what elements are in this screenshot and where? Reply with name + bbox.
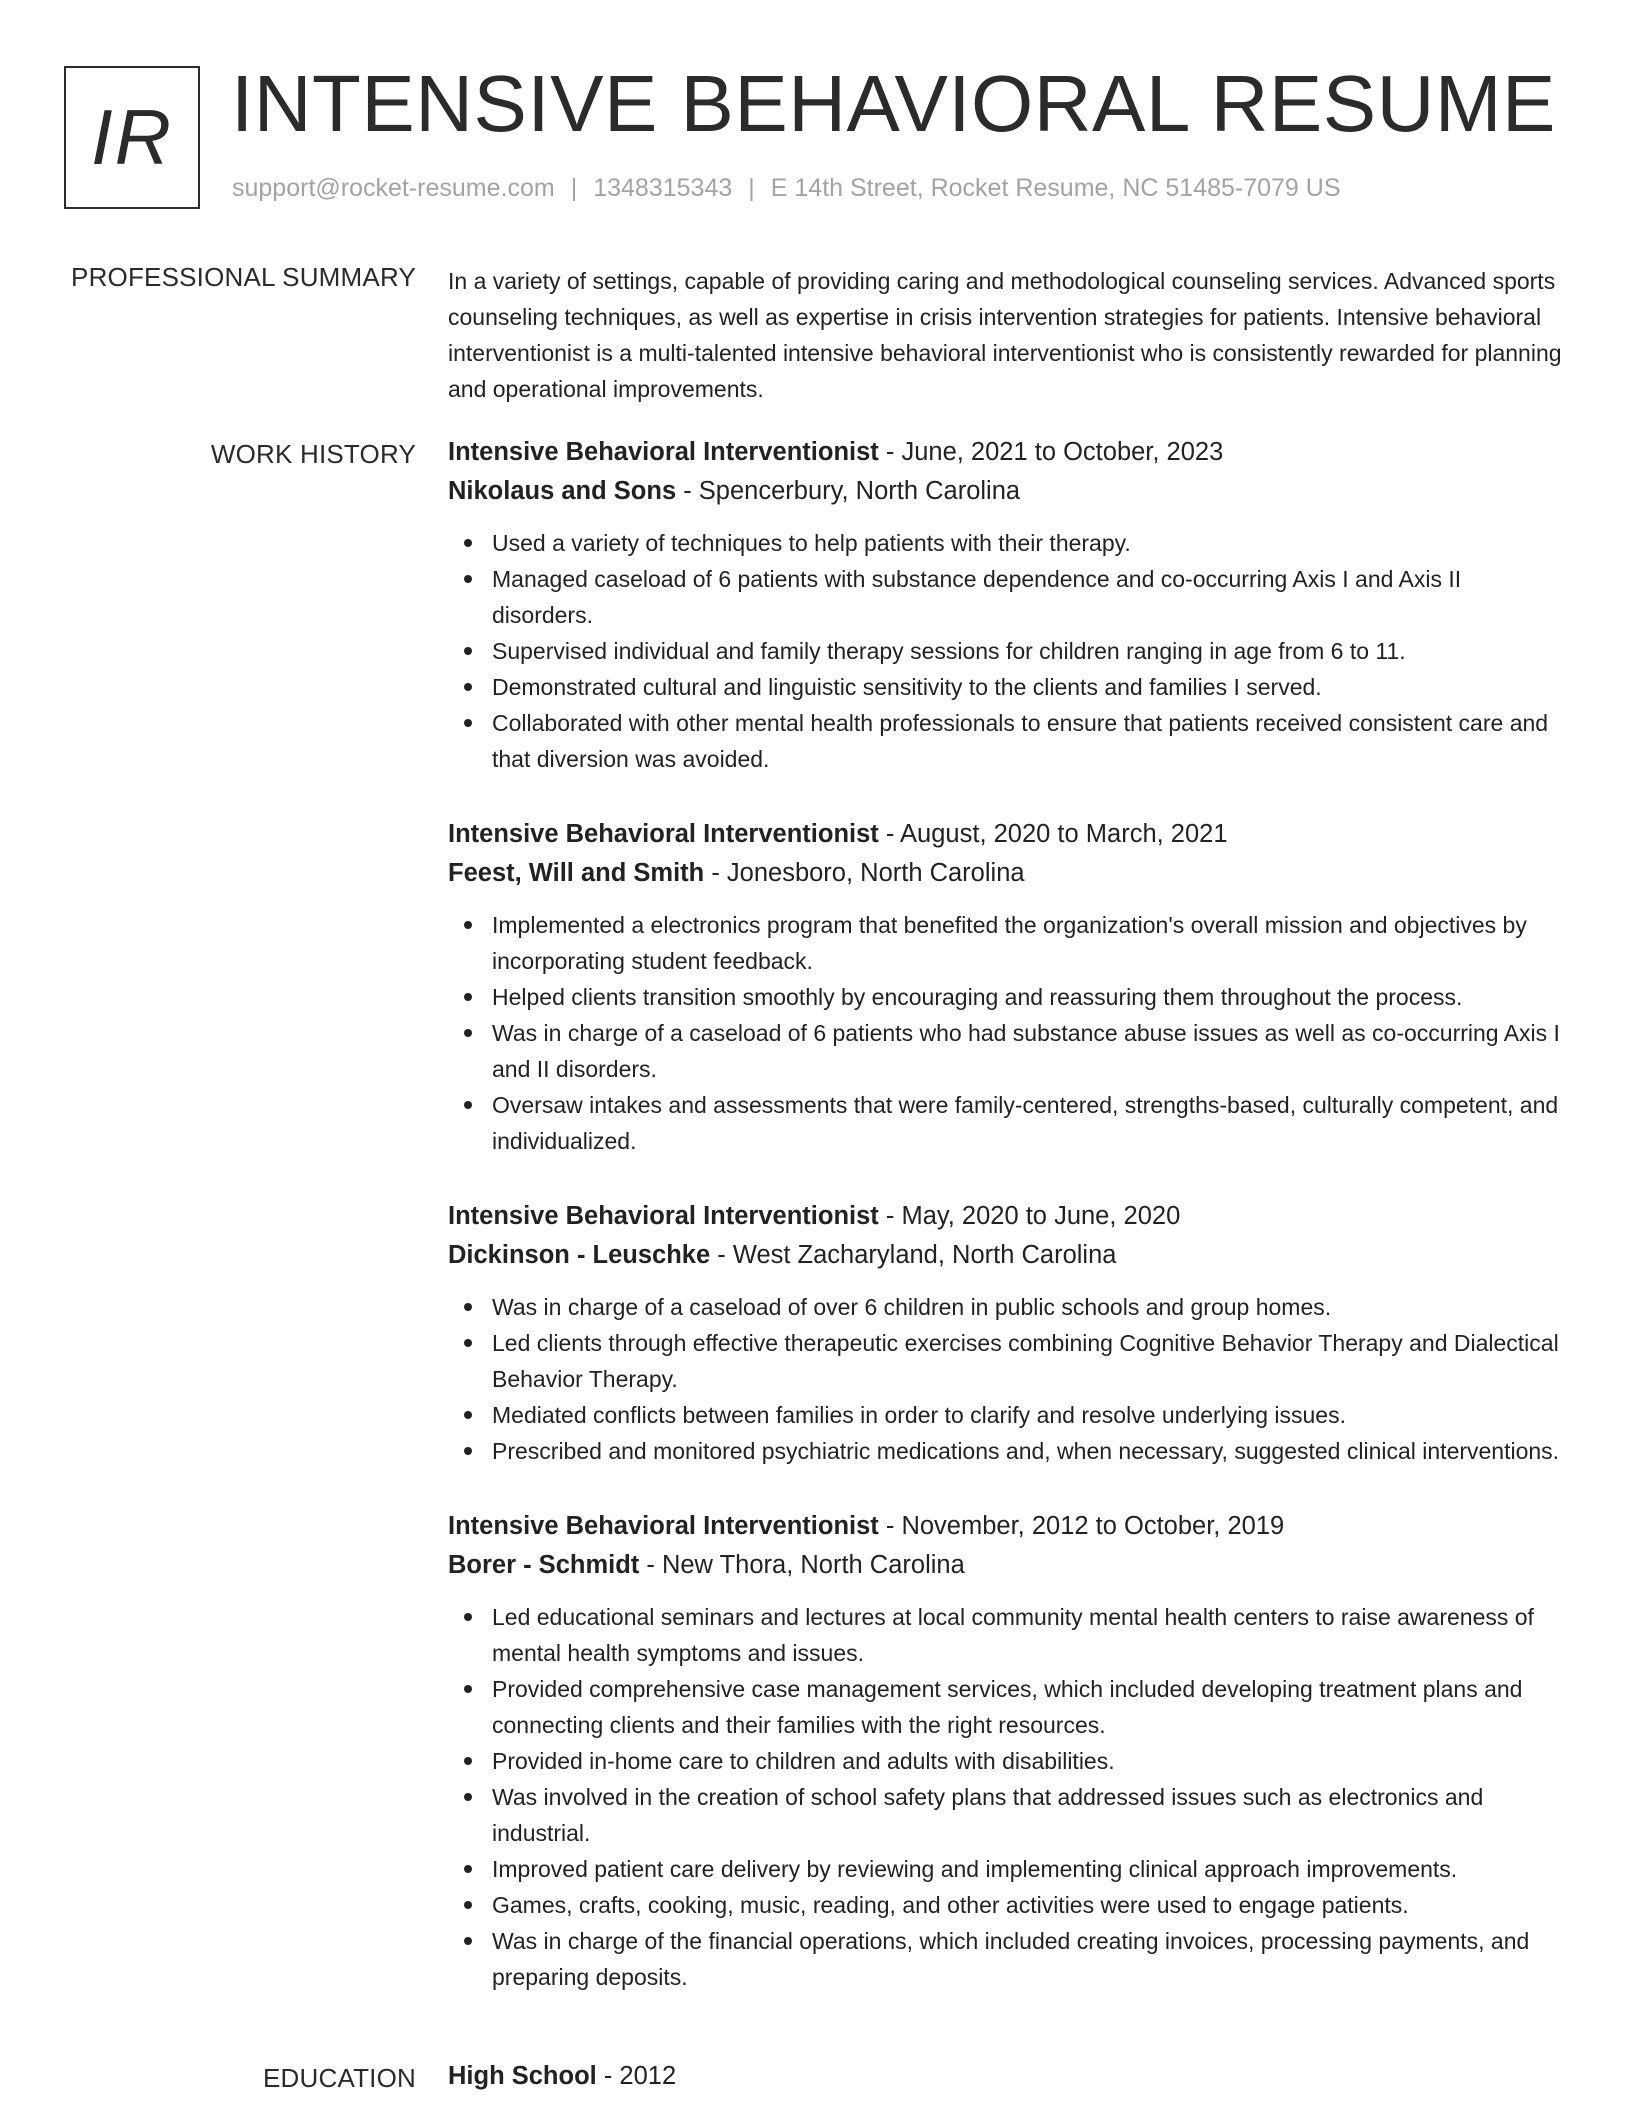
job-bullet-item: Games, crafts, cooking, music, reading, and other activities were used to engage patients.: [448, 1887, 1568, 1923]
job-bullet-item: Used a variety of techniques to help patients with their therapy.: [448, 525, 1568, 561]
job-title: Intensive Behavioral Interventionist: [448, 1512, 879, 1540]
job-location: - Spencerbury, North Carolina: [676, 477, 1021, 505]
job-title: Intensive Behavioral Interventionist: [448, 820, 879, 848]
contact-phone[interactable]: 1348315343: [593, 174, 733, 202]
job-bullet-item: Provided comprehensive case management services, which included developing treatment plans and connecting clients and their families with the right resources.: [448, 1671, 1568, 1743]
job-dates: - May, 2020 to June, 2020: [878, 1202, 1181, 1230]
job-bullets: [448, 1289, 1568, 1469]
job-company-line: [448, 472, 1568, 511]
resume-title: INTENSIVE BEHAVIORAL RESUME: [231, 59, 1556, 148]
job-company-line: [448, 1546, 1568, 1585]
contact-separator: |: [570, 174, 578, 202]
job-bullet-item: Led clients through effective therapeutic exercises combining Cognitive Behavior Therapy and Dialectical Behavior Therapy.: [448, 1325, 1568, 1397]
summary-text: In a variety of settings, capable of providing caring and methodological counseling services. Advanced sports counseling techniques, as well as expertise in crisis intervention strategies for patients. Intensive behavioral interventionist is a multi-talented intensive behavioral interventionist who is consistently rewarded for planning and operational improvements.: [448, 268, 1562, 402]
contact-separator: |: [748, 174, 755, 202]
job-dates: - November, 2012 to October, 2019: [878, 1512, 1285, 1540]
job-bullet-item: Collaborated with other mental health professionals to ensure that patients received consistent care and that diversion was avoided.: [448, 705, 1568, 777]
job-title: Intensive Behavioral Interventionist: [448, 1202, 879, 1230]
section-label-work-history: WORK HISTORY: [210, 439, 416, 469]
section-label-summary: PROFESSIONAL SUMMARY: [71, 262, 416, 292]
education-degree: High School: [448, 2062, 597, 2090]
job-dates: - August, 2020 to March, 2021: [878, 820, 1228, 848]
job-bullet-item: Supervised individual and family therapy sessions for children ranging in age from 6 to 11.: [448, 633, 1568, 669]
job-entry: [448, 1507, 1568, 1995]
job-bullet-item: Helped clients transition smoothly by encouraging and reassuring them throughout the process.: [448, 979, 1568, 1015]
job-entry: [448, 815, 1568, 1159]
contact-line: [232, 174, 1341, 203]
job-title-line: [448, 1507, 1568, 1546]
job-bullets: [448, 1599, 1568, 1995]
job-entry: [448, 433, 1568, 777]
job-bullet-item: Was in charge of a caseload of 6 patients who had substance abuse issues as well as co-occurring Axis I and II disorders.: [448, 1015, 1568, 1087]
job-dates: - June, 2021 to October, 2023: [878, 438, 1224, 466]
job-bullets: [448, 525, 1568, 777]
job-company: Feest, Will and Smith: [448, 859, 705, 887]
job-company: Dickinson - Leuschke: [448, 1241, 711, 1269]
job-company-line: [448, 854, 1568, 893]
job-title-line: [448, 433, 1568, 472]
job-bullet-item: Demonstrated cultural and linguistic sensitivity to the clients and families I served.: [448, 669, 1568, 705]
job-bullet-item: Prescribed and monitored psychiatric medications and, when necessary, suggested clinical interventions.: [448, 1433, 1568, 1469]
job-bullet-item: Was involved in the creation of school safety plans that addressed issues such as electronics and industrial.: [448, 1779, 1568, 1851]
job-bullet-item: Provided in-home care to children and adults with disabilities.: [448, 1743, 1568, 1779]
job-bullet-item: Was in charge of a caseload of over 6 children in public schools and group homes.: [448, 1289, 1568, 1325]
education-year: - 2012: [596, 2062, 677, 2090]
job-bullet-item: Improved patient care delivery by reviewing and implementing clinical approach improvements.: [448, 1851, 1568, 1887]
job-title-line: [448, 815, 1568, 854]
resume-header: [64, 59, 1584, 212]
job-bullet-item: Was in charge of the financial operations, which included creating invoices, processing payments, and preparing deposits.: [448, 1923, 1568, 1995]
section-label-education: EDUCATION: [263, 2063, 416, 2093]
job-company-line: [448, 1236, 1568, 1275]
job-location: - West Zacharyland, North Carolina: [710, 1241, 1117, 1269]
job-title-line: [448, 1197, 1568, 1236]
job-location: - Jonesboro, North Carolina: [704, 859, 1025, 887]
contact-address: E 14th Street, Rocket Resume, NC 51485-7079 US: [770, 174, 1341, 202]
job-company: Borer - Schmidt: [448, 1551, 640, 1579]
job-bullets: [448, 907, 1568, 1159]
job-bullet-item: Managed caseload of 6 patients with substance dependence and co-occurring Axis I and Axis II disorders.: [448, 561, 1568, 633]
job-location: - New Thora, North Carolina: [639, 1551, 965, 1579]
job-bullet-item: Oversaw intakes and assessments that were family-centered, strengths-based, culturally competent, and individualized.: [448, 1087, 1568, 1159]
education-line: [448, 2057, 1568, 2096]
job-entry: [448, 1197, 1568, 1469]
job-company: Nikolaus and Sons: [448, 477, 677, 505]
job-list: [448, 433, 1568, 2033]
job-bullet-item: Led educational seminars and lectures at local community mental health centers to raise awareness of mental health symptoms and issues.: [448, 1599, 1568, 1671]
job-title: Intensive Behavioral Interventionist: [448, 438, 879, 466]
job-bullet-item: Implemented a electronics program that benefited the organization's overall mission and objectives by incorporating student feedback.: [448, 907, 1568, 979]
contact-email[interactable]: support@rocket-resume.com: [232, 174, 555, 202]
job-bullet-item: Mediated conflicts between families in order to clarify and resolve underlying issues.: [448, 1397, 1568, 1433]
monogram-logo: IR: [64, 66, 200, 209]
